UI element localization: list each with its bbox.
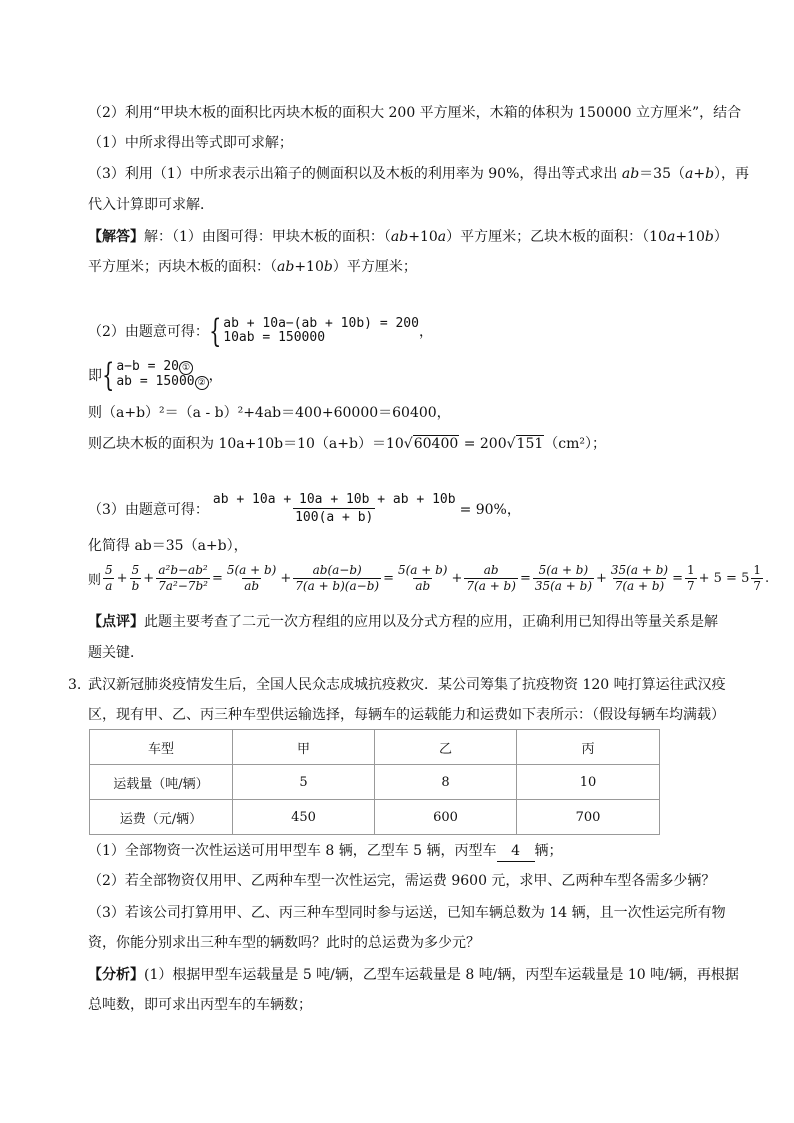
vehicle-table — [89, 729, 660, 835]
equation-line: 则（a+b）²＝（a - b）²+4ab＝400+60000＝60400， — [88, 405, 451, 421]
table-cell: 车型 — [90, 730, 233, 765]
analysis-line: （2）利用“甲块木板的面积比丙块木板的面积大 200 平方厘米，木箱的体积为 150000 立方厘米”，结合 — [88, 105, 742, 121]
table-cell: 丙 — [517, 730, 660, 765]
table-row — [90, 765, 660, 800]
question-text: 区，现有甲、乙、丙三种车型供运输选择，每辆车的运载能力和运费如下表所示：（假设每辆车均满载） — [88, 707, 725, 723]
analysis-line: 总吨数，即可求出丙型车的车辆数； — [88, 997, 312, 1013]
equation-system: 即 { a−b = 20 ① ab = 15000 ② ， — [88, 356, 223, 394]
analysis-line: （1）中所求得出等式即可求解； — [88, 135, 293, 151]
answer-line: 平方厘米；丙块木板的面积：（ab+10b）平方厘米； — [88, 259, 417, 275]
analysis-line: 【分析】(1）根据甲型车运载量是 5 吨/辆，乙型车运载量是 8 吨/辆，丙型车运载量是 10 吨/辆，再根据 — [88, 967, 739, 983]
question-text: 武汉新冠肺炎疫情发生后，全国人民众志成城抗疫救灾．某公司筹集了抗疫物资 120 吨打算运往武汉疫 — [88, 677, 726, 693]
table-cell: 8 — [375, 765, 517, 800]
table-cell: 运费（元/辆） — [90, 800, 233, 835]
equation-line: （3）由题意可得： $\frac{ab + 10a + 10a + 10b + ab + 10b}{100(a + b)}$ = 90%， — [88, 492, 521, 525]
answer-line: 【解答】解：（1）由图可得：甲块木板的面积：（ab+10a）平方厘米；乙块木板的面积：（10a+10b） — [88, 229, 728, 245]
table-header-row — [90, 730, 660, 765]
subquestion: （3）若该公司打算用甲、乙、丙三种车型同时参与运送，已知车辆总数为 14 辆，且一次性运完所有物 — [88, 905, 726, 921]
equation-chain: 则 $\frac{5}{a}$ + $\frac{5}{b}$ + $\frac{\text{a²b−ab²}}{\text{7a²−7b²}}$ = $\frac{5(a + b)}{ab}$ + $\frac{ab(a-b)}{7(a + b)(a-b)}$ = $\frac{5(a + b)}{ab}$ + $\frac{ab}{7(a + b)}$ = $\frac{5(a + b)}{35(a + b)}$ + $\frac{35(a + b)}{7(a + b)}$ = $\frac{1}{7}$ + 5 = 5 $\frac{1}{7}$ . — [88, 563, 770, 593]
question-number: 3. — [68, 677, 82, 693]
table-row — [90, 800, 660, 835]
equation-line: 则乙块木板的面积为 10a+10b＝10（a+b）＝10√60400 = 200√151（cm²）； — [88, 436, 607, 452]
subquestion: 资，你能分别求出三种车型的辆数吗？此时的总运费为多少元？ — [88, 935, 480, 951]
table-cell: 700 — [517, 800, 660, 835]
answer-blank: 4 — [497, 841, 535, 862]
table-cell: 10 — [517, 765, 660, 800]
table-cell: 乙 — [375, 730, 517, 765]
table-cell: 5 — [233, 765, 375, 800]
analysis-line: （3）利用（1）中所求表示出箱子的侧面积以及木板的利用率为 90%，得出等式求出 ab＝35（a+b），再 — [88, 166, 750, 182]
table-cell: 450 — [233, 800, 375, 835]
subquestion: （2）若全部物资仅用甲、乙两种车型一次性运完，需运费 9600 元，求甲、乙两种车型各需多少辆？ — [88, 873, 716, 889]
table-cell: 甲 — [233, 730, 375, 765]
table-cell: 600 — [375, 800, 517, 835]
comment-line: 【点评】此题主要考查了二元一次方程组的应用以及分式方程的应用，正确利用已知得出等量关系是解 — [88, 614, 718, 630]
equation-line: 化简得 ab＝35（a+b）， — [88, 538, 248, 554]
equation-system: （2）由题意可得： { ab + 10a−(ab + 10b) = 200 10ab = 150000 ， — [88, 312, 433, 350]
comment-line: 题关键． — [88, 645, 144, 661]
subquestion: （1）全部物资一次性运送可用甲型车 8 辆，乙型车 5 辆，丙型车 4 辆； — [88, 841, 563, 862]
table-cell: 运载量（吨/辆） — [90, 765, 233, 800]
analysis-line: 代入计算即可求解． — [88, 197, 214, 213]
